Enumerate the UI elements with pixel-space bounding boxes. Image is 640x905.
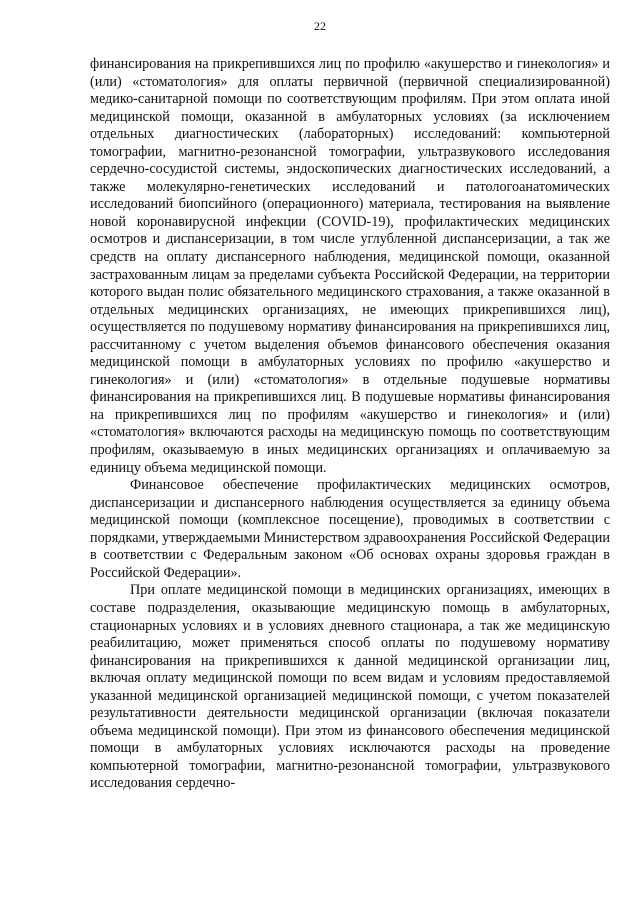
document-body (90, 56, 610, 793)
paragraph-payment-method: При оплате медицинской помощи в медицинских организациях, имеющих в составе подразделения, оказывающие медицинскую помощь в амбулаторных, стационарных условиях и в условиях дневного стационара, а так же медицинскую реабилитацию, может применяться способ оплаты по подушевому нормативу финансирования на прикрепившихся к данной медицинской организации лиц, включая оплату медицинской помощи по всем видам и условиям предоставляемой указанной медицинской организацией медицинской помощи, с учетом показателей результативности деятельности медицинской организации (включая показатели объема медицинской помощи). При этом из финансового обеспечения медицинской помощи в амбулаторных условиях исключаются расходы на проведение компьютерной томографии, магнитно-резонансной томографии, ультразвукового исследования сердечно- (90, 582, 610, 792)
paragraph-continuation: финансирования на прикрепившихся лиц по профилю «акушерство и гинекология» и (или) «стоматология» для оплаты первичной (первичной специализированной) медико-санитарной помощи по соответствующим профилям. При этом оплата иной медицинской помощи, оказанной в амбулаторных условиях (за исключением отдельных диагностических (лабораторных) исследований: компьютерной томографии, магнитно-резонансной томографии, ультразвукового исследования сердечно-сосудистой системы, эндоскопических диагностических исследований, а также молекулярно-генетических исследований и патологоанатомических исследований биопсийного (операционного) материала, тестирования на выявление новой коронавирусной инфекции (COVID-19), профилактических медицинских осмотров и диспансеризации, в том числе углубленной диспансеризации, а так же средств на оплату диспансерного наблюдения, медицинской помощи, оказанной застрахованным лицам за пределами субъекта Российской Федерации, на территории которого выдан полис обязательного медицинского страхования, а также оказанной в отдельных медицинских организациях, не имеющих прикрепившихся лиц), осуществляется по подушевому нормативу финансирования на прикрепившихся лиц, рассчитанному с учетом выделения объемов финансового обеспечения оказания медицинской помощи в амбулаторных условиях по профилю «акушерство и гинекология» и (или) «стоматология» в отдельные подушевые нормативы финансирования на прикрепившихся лиц. В подушевые нормативы финансирования на прикрепившихся лиц по профилям «акушерство и гинекология» и (или) «стоматология» включаются расходы на медицинскую помощь по соответствующим профилям, оказываемую в иных медицинских организациях и оплачиваемую за единицу объема медицинской помощи. (90, 56, 610, 476)
page-number: 22 (314, 19, 326, 33)
paragraph-financing-checkups: Финансовое обеспечение профилактических медицинских осмотров, диспансеризации и диспансерного наблюдения осуществляется за единицу объема медицинской помощи (комплексное посещение), проводимых в соответствии с порядками, утверждаемыми Министерством здравоохранения Российской Федерации в соответствии с Федеральным законом «Об основах охраны здоровья граждан в Российской Федерации». (90, 477, 610, 581)
